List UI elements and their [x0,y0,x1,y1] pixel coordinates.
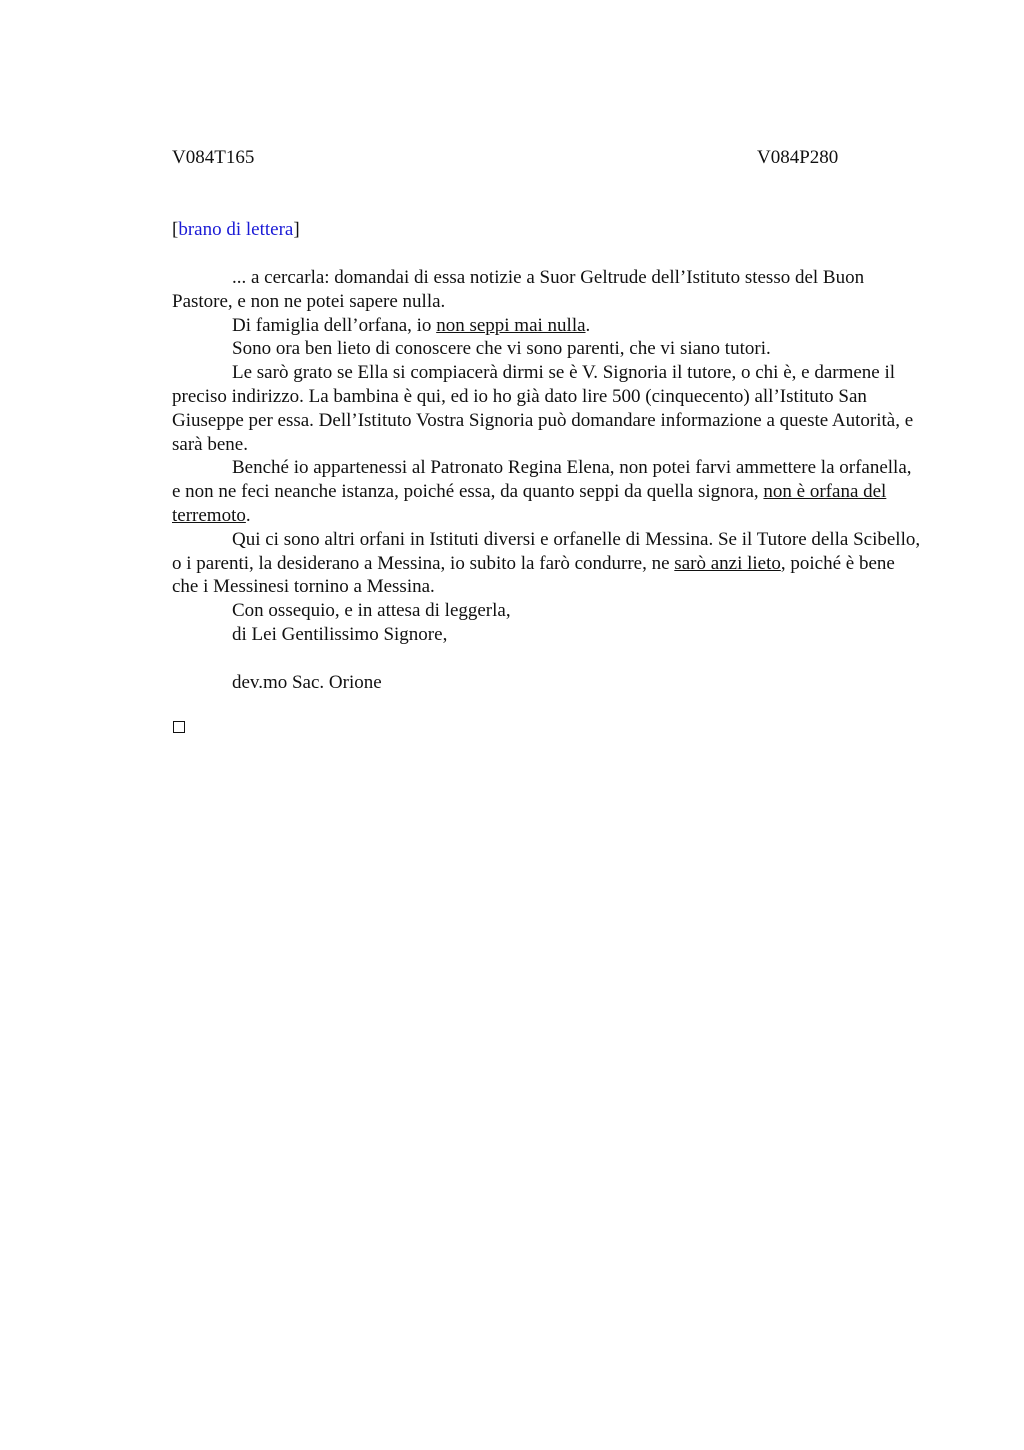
signature: dev.mo Sac. Orione [232,671,382,693]
paragraph-6-end: , poiché è bene che i Messinesi tornino a Messina. [172,552,895,598]
underlined-phrase: non seppi mai nulla [436,314,586,336]
closing-line-2: di Lei Gentilissimo Signore, [232,623,448,645]
paragraph-2-end: . [585,314,591,336]
open-bracket: [ [172,219,179,240]
underlined-phrase: non è orfana del terremoto [172,481,887,526]
closing-line-1: Con ossequio, e in attesa di leggerla, [232,600,511,622]
letter-body [172,266,922,694]
paragraph-2-text: Di famiglia dell’orfana, io [232,314,437,336]
underlined-phrase: sarò anzi lieto [674,552,781,574]
paragraph-6 [172,528,922,599]
document-code-left: V084T165 [172,147,255,168]
paragraph-3: Sono ora ben lieto di conoscere che vi sono parenti, che vi siano tutori. [232,338,771,360]
paragraph-2 [172,314,922,338]
paragraph-5-end: . [245,504,251,526]
section-label-text: brano di lettera [178,219,294,240]
paragraph-4: Le sarò grato se Ella si compiacerà dirmi se è V. Signoria il tutore, o chi è, e darmene il preciso indirizzo. La bambina è qui, ed io ho già dato lire 500 (cinquecento) all’Istituto San Giuseppe per essa. Dell’Istituto Vostra Signoria può domandare informazione a queste Autorità, e sarà bene. [172,362,914,455]
section-label [172,218,300,242]
close-bracket: ] [293,219,300,240]
paragraph-5-text: Benché io appartenessi al Patronato Regina Elena, non potei farvi ammettere la orfanella, e non ne feci neanche istanza, poiché essa, da quanto seppi da quella signora, [172,457,912,503]
document-code-right: V084P280 [757,147,839,168]
paragraph-5 [172,456,922,527]
paragraph-1: ... a cercarla: domandai di essa notizie a Suor Geltrude dell’Istituto stesso del Buon Pastore, e non ne potei sapere nulla. [172,267,865,312]
empty-square-icon [173,721,185,733]
paragraph-6-text: Qui ci sono altri orfani in Istituti diversi e orfanelle di Messina. Se il Tutore della Scibello, o i parenti, la desiderano a Messina, io subito la farò condurre, ne [172,528,921,574]
